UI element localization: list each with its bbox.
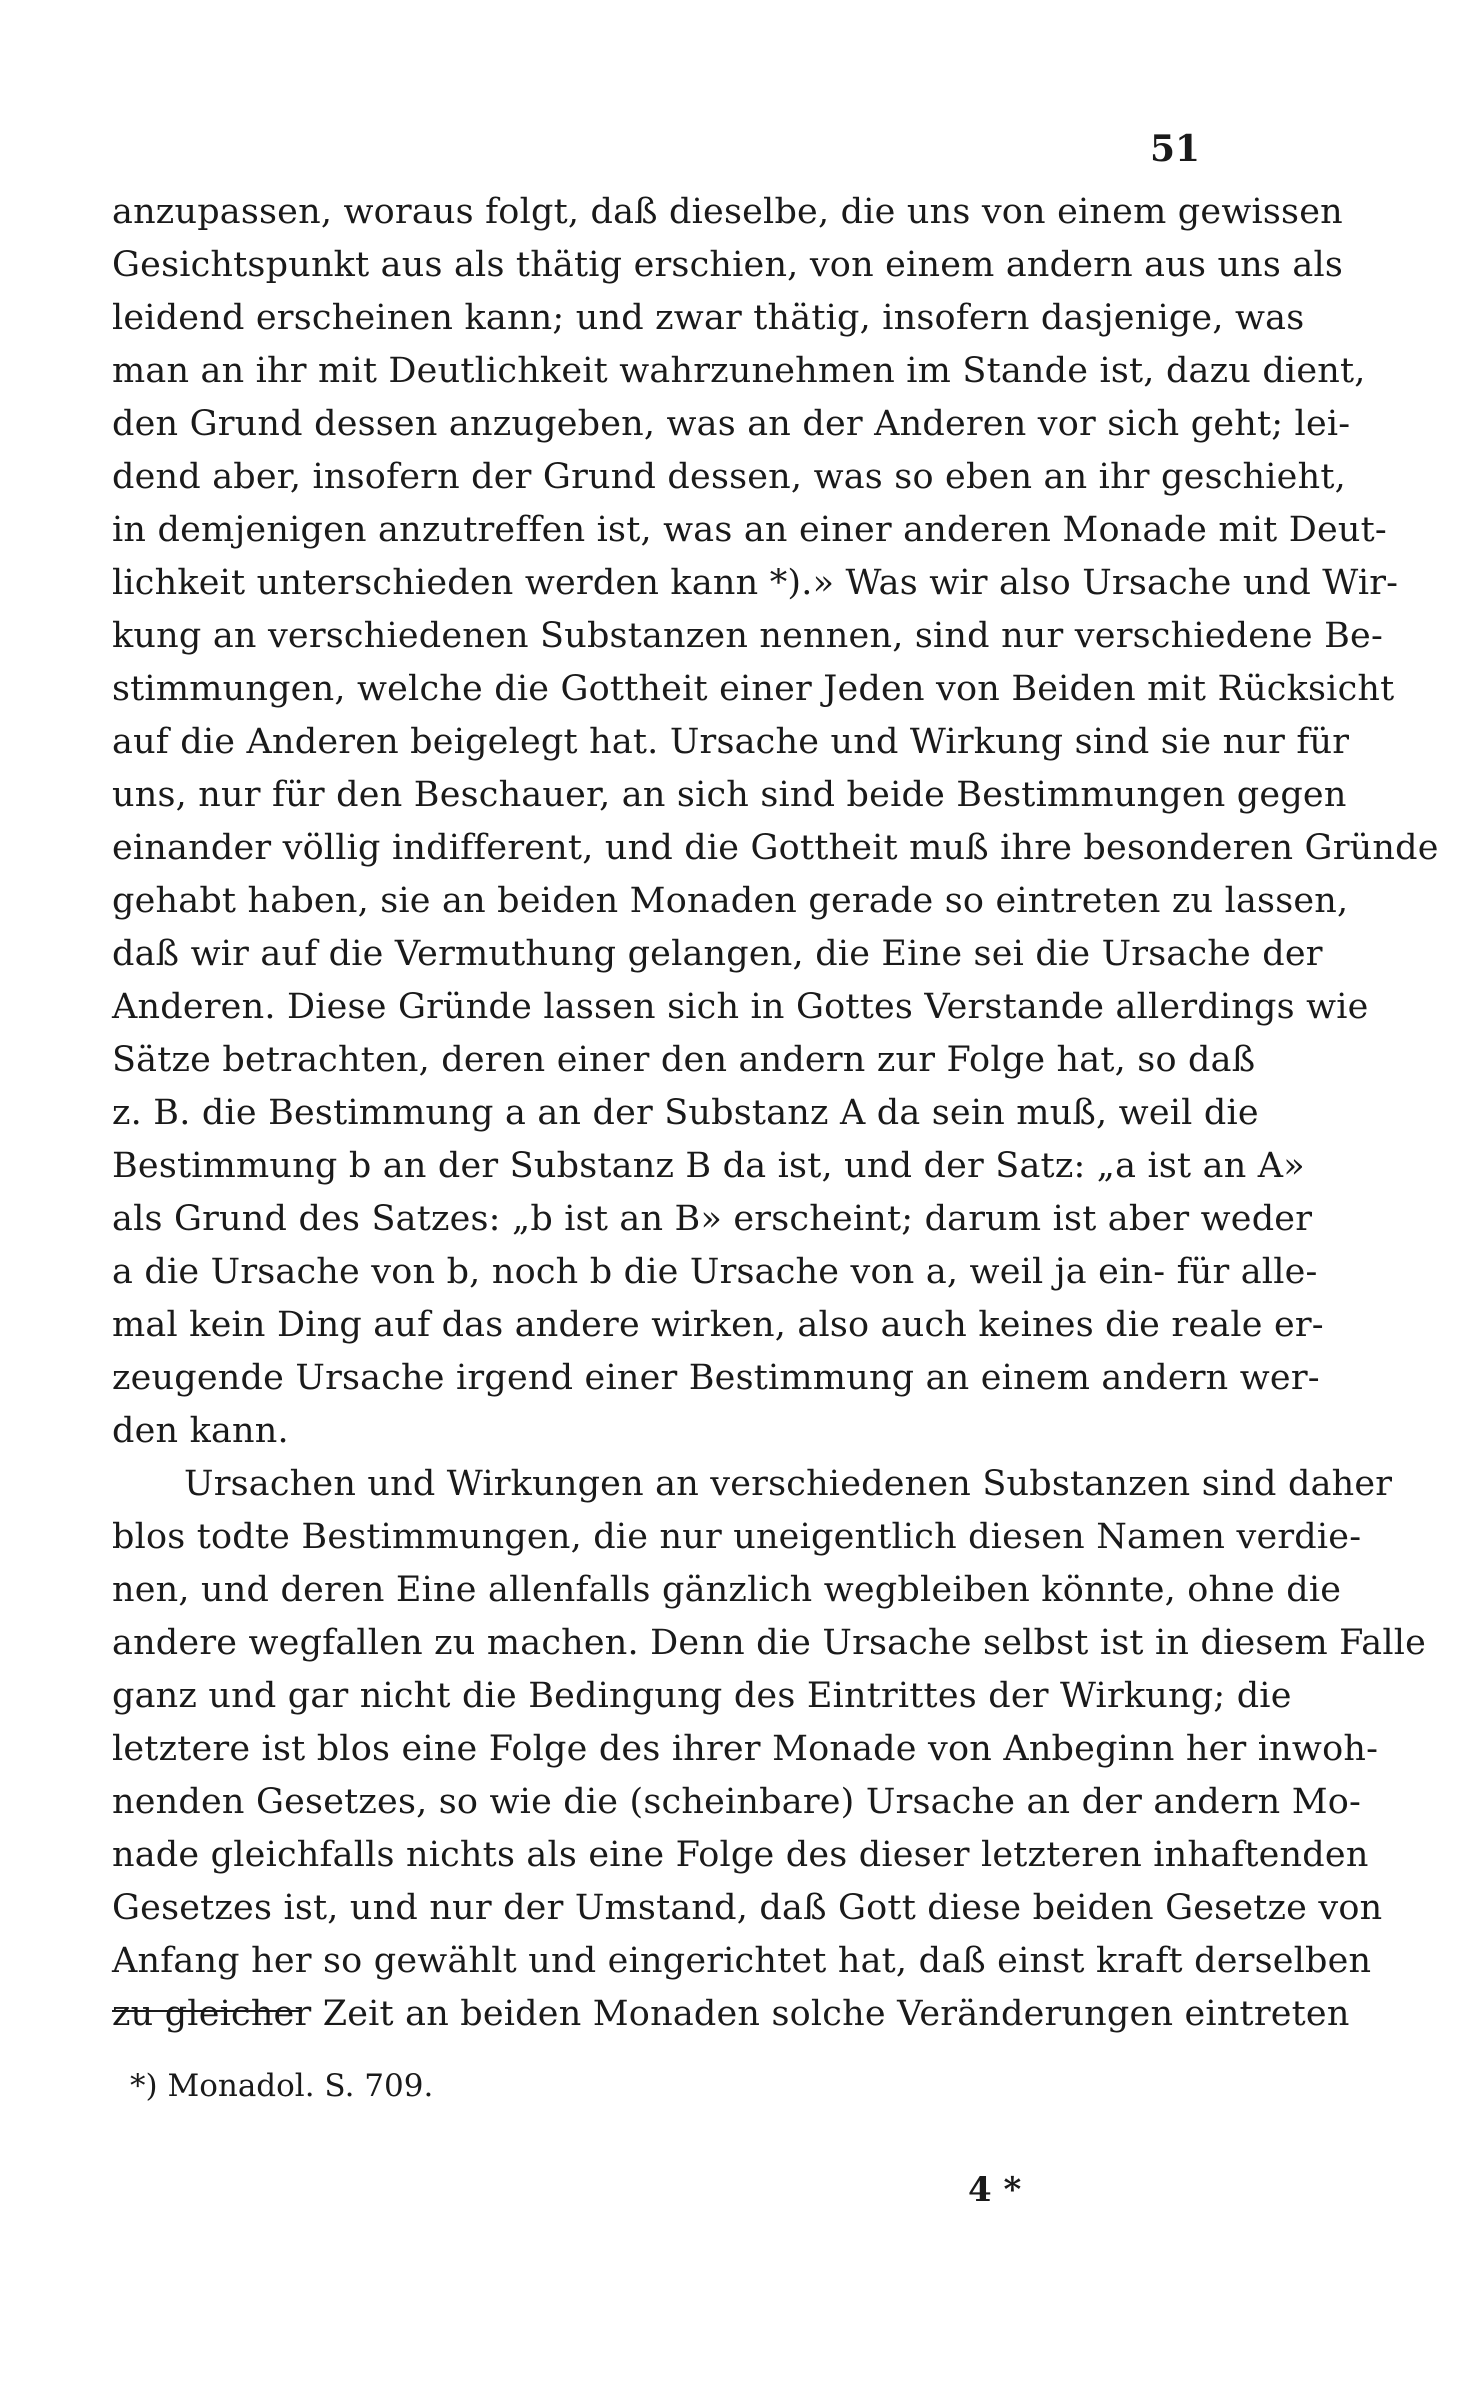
footnote-divider: [112, 2010, 300, 2012]
text-line: mal kein Ding auf das andere wirken, also auch keines die reale er-: [112, 1305, 1324, 1345]
text-line: zeugende Ursache irgend einer Bestimmung an einem andern wer-: [112, 1358, 1320, 1398]
text-line: uns, nur für den Beschauer, an sich sind beide Bestimmungen gegen: [112, 775, 1347, 815]
text-line: leidend erscheinen kann; und zwar thätig, insofern dasjenige, was: [112, 298, 1305, 338]
text-line: gehabt haben, sie an beiden Monaden gerade so eintreten zu lassen,: [112, 881, 1349, 921]
text-line: zu gleicher Zeit an beiden Monaden solche Veränderungen eintreten: [112, 1994, 1350, 2034]
text-line: nade gleichfalls nichts als eine Folge des dieser letzteren inhaftenden: [112, 1835, 1369, 1875]
text-line: Sätze betrachten, deren einer den andern zur Folge hat, so daß: [112, 1040, 1256, 1080]
text-line: Gesetzes ist, und nur der Umstand, daß Gott diese beiden Gesetze von: [112, 1888, 1383, 1928]
text-line: Bestimmung b an der Substanz B da ist, und der Satz: „a ist an A»: [112, 1146, 1305, 1186]
text-line: den kann.: [112, 1411, 289, 1451]
text-line: man an ihr mit Deutlichkeit wahrzunehmen im Stande ist, dazu dient,: [112, 351, 1366, 391]
footnote: *) Monadol. S. 709.: [130, 2068, 434, 2104]
body-text: [112, 186, 1439, 2041]
text-line: andere wegfallen zu machen. Denn die Ursache selbst ist in diesem Falle: [112, 1623, 1427, 1663]
text-line: ganz und gar nicht die Bedingung des Eintrittes der Wirkung; die: [112, 1676, 1292, 1716]
text-line: Anfang her so gewählt und eingerichtet hat, daß einst kraft derselben: [112, 1941, 1372, 1981]
text-line: nenden Gesetzes, so wie die (scheinbare) Ursache an der andern Mo-: [112, 1782, 1362, 1822]
paragraph: [112, 1458, 1427, 2041]
text-line: Ursachen und Wirkungen an verschiedenen Substanzen sind daher: [184, 1464, 1393, 1504]
text-line: in demjenigen anzutreffen ist, was an einer anderen Monade mit Deut-: [112, 510, 1387, 550]
text-line: kung an verschiedenen Substanzen nennen, sind nur verschiedene Be-: [112, 616, 1383, 656]
text-line: z. B. die Bestimmung a an der Substanz A da sein muß, weil die: [112, 1093, 1259, 1133]
text-line: Anderen. Diese Gründe lassen sich in Gottes Verstande allerdings wie: [112, 987, 1369, 1027]
text-line: stimmungen, welche die Gottheit einer Jeden von Beiden mit Rücksicht: [112, 669, 1395, 709]
text-line: nen, und deren Eine allenfalls gänzlich wegbleiben könnte, ohne die: [112, 1570, 1342, 1610]
text-line: lichkeit unterschieden werden kann *).» Was wir also Ursache und Wir-: [112, 563, 1399, 603]
signature-mark: 4 *: [968, 2170, 1022, 2210]
text-line: auf die Anderen beigelegt hat. Ursache und Wirkung sind sie nur für: [112, 722, 1350, 762]
text-line: a die Ursache von b, noch b die Ursache von a, weil ja ein- für alle-: [112, 1252, 1318, 1292]
text-line: daß wir auf die Vermuthung gelangen, die Eine sei die Ursache der: [112, 934, 1323, 974]
text-line: letztere ist blos eine Folge des ihrer Monade von Anbeginn her inwoh-: [112, 1729, 1379, 1769]
text-line: Gesichtspunkt aus als thätig erschien, von einem andern aus uns als: [112, 245, 1344, 285]
text-line: einander völlig indifferent, und die Gottheit muß ihre besonderen Gründe: [112, 828, 1439, 868]
text-line: als Grund des Satzes: „b ist an B» erscheint; darum ist aber weder: [112, 1199, 1313, 1239]
text-line: blos todte Bestimmungen, die nur uneigentlich diesen Namen verdie-: [112, 1517, 1362, 1557]
text-line: dend aber, insofern der Grund dessen, was so eben an ihr geschieht,: [112, 457, 1346, 497]
page-number: 51: [1150, 128, 1201, 170]
paragraph: [112, 186, 1439, 1458]
text-line: anzupassen, woraus folgt, daß dieselbe, die uns von einem gewissen: [112, 192, 1343, 232]
text-line: den Grund dessen anzugeben, was an der Anderen vor sich geht; lei-: [112, 404, 1351, 444]
